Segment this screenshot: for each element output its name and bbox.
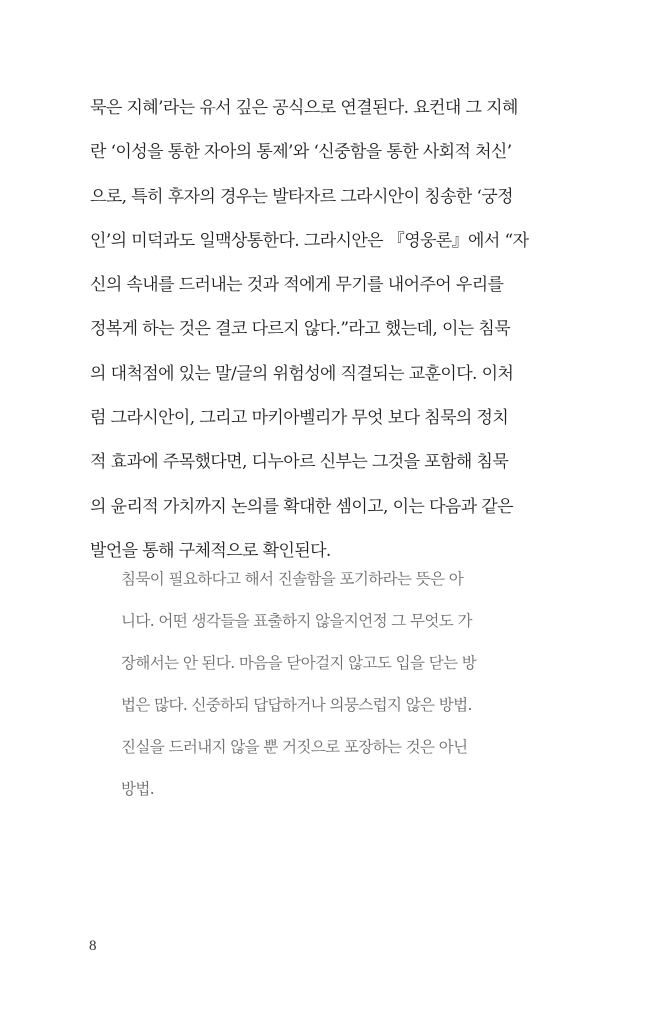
quote-line: 장해서는 안 된다. 마음을 닫아걸지 않고도 입을 닫는 방 xyxy=(121,654,477,672)
body-line: 인’의 미덕과도 일맥상통한다. 그라시안은 『영웅론』에서 “자 xyxy=(90,230,529,251)
body-paragraph xyxy=(90,86,590,573)
quote-line: 침묵이 필요하다고 해서 진솔함을 포기하라는 뜻은 아 xyxy=(121,570,464,588)
quote-line: 방법. xyxy=(121,780,155,798)
body-line: 적 효과에 주목했다면, 디누아르 신부는 그것을 포함해 침묵 xyxy=(90,452,509,473)
body-line: 으로, 특히 후자의 경우는 발타자르 그라시안이 칭송한 ‘궁정 xyxy=(90,186,513,207)
body-line: 발언을 통해 구체적으로 확인된다. xyxy=(90,540,331,561)
quote-line: 진실을 드러내지 않을 뿐 거짓으로 포장하는 것은 아닌 xyxy=(121,738,468,756)
block-quote xyxy=(121,558,541,810)
body-line: 의 대척점에 있는 말/글의 위험성에 직결되는 교훈이다. 이처 xyxy=(90,363,514,384)
page-number: 8 xyxy=(89,938,97,954)
quote-line: 법은 많다. 신중하되 답답하거나 의뭉스럽지 않은 방법. xyxy=(121,696,472,714)
body-line: 정복게 하는 것은 결코 다르지 않다.”라고 했는데, 이는 침묵 xyxy=(90,319,511,340)
body-line: 의 윤리적 가치까지 논의를 확대한 셈이고, 이는 다음과 같은 xyxy=(90,496,513,517)
body-line: 럼 그라시안이, 그리고 마키아벨리가 무엇 보다 침묵의 정치 xyxy=(90,408,509,429)
body-line: 신의 속내를 드러내는 것과 적에게 무기를 내어주어 우리를 xyxy=(90,275,504,296)
body-line: 란 ‘이성을 통한 자아의 통제’와 ‘신중함을 통한 사회적 처신’ xyxy=(90,142,512,163)
quote-line: 니다. 어떤 생각들을 표출하지 않을지언정 그 무엇도 가 xyxy=(121,612,472,630)
body-line: 묵은 지혜’라는 유서 깊은 공식으로 연결된다. 요컨대 그 지혜 xyxy=(90,98,518,118)
